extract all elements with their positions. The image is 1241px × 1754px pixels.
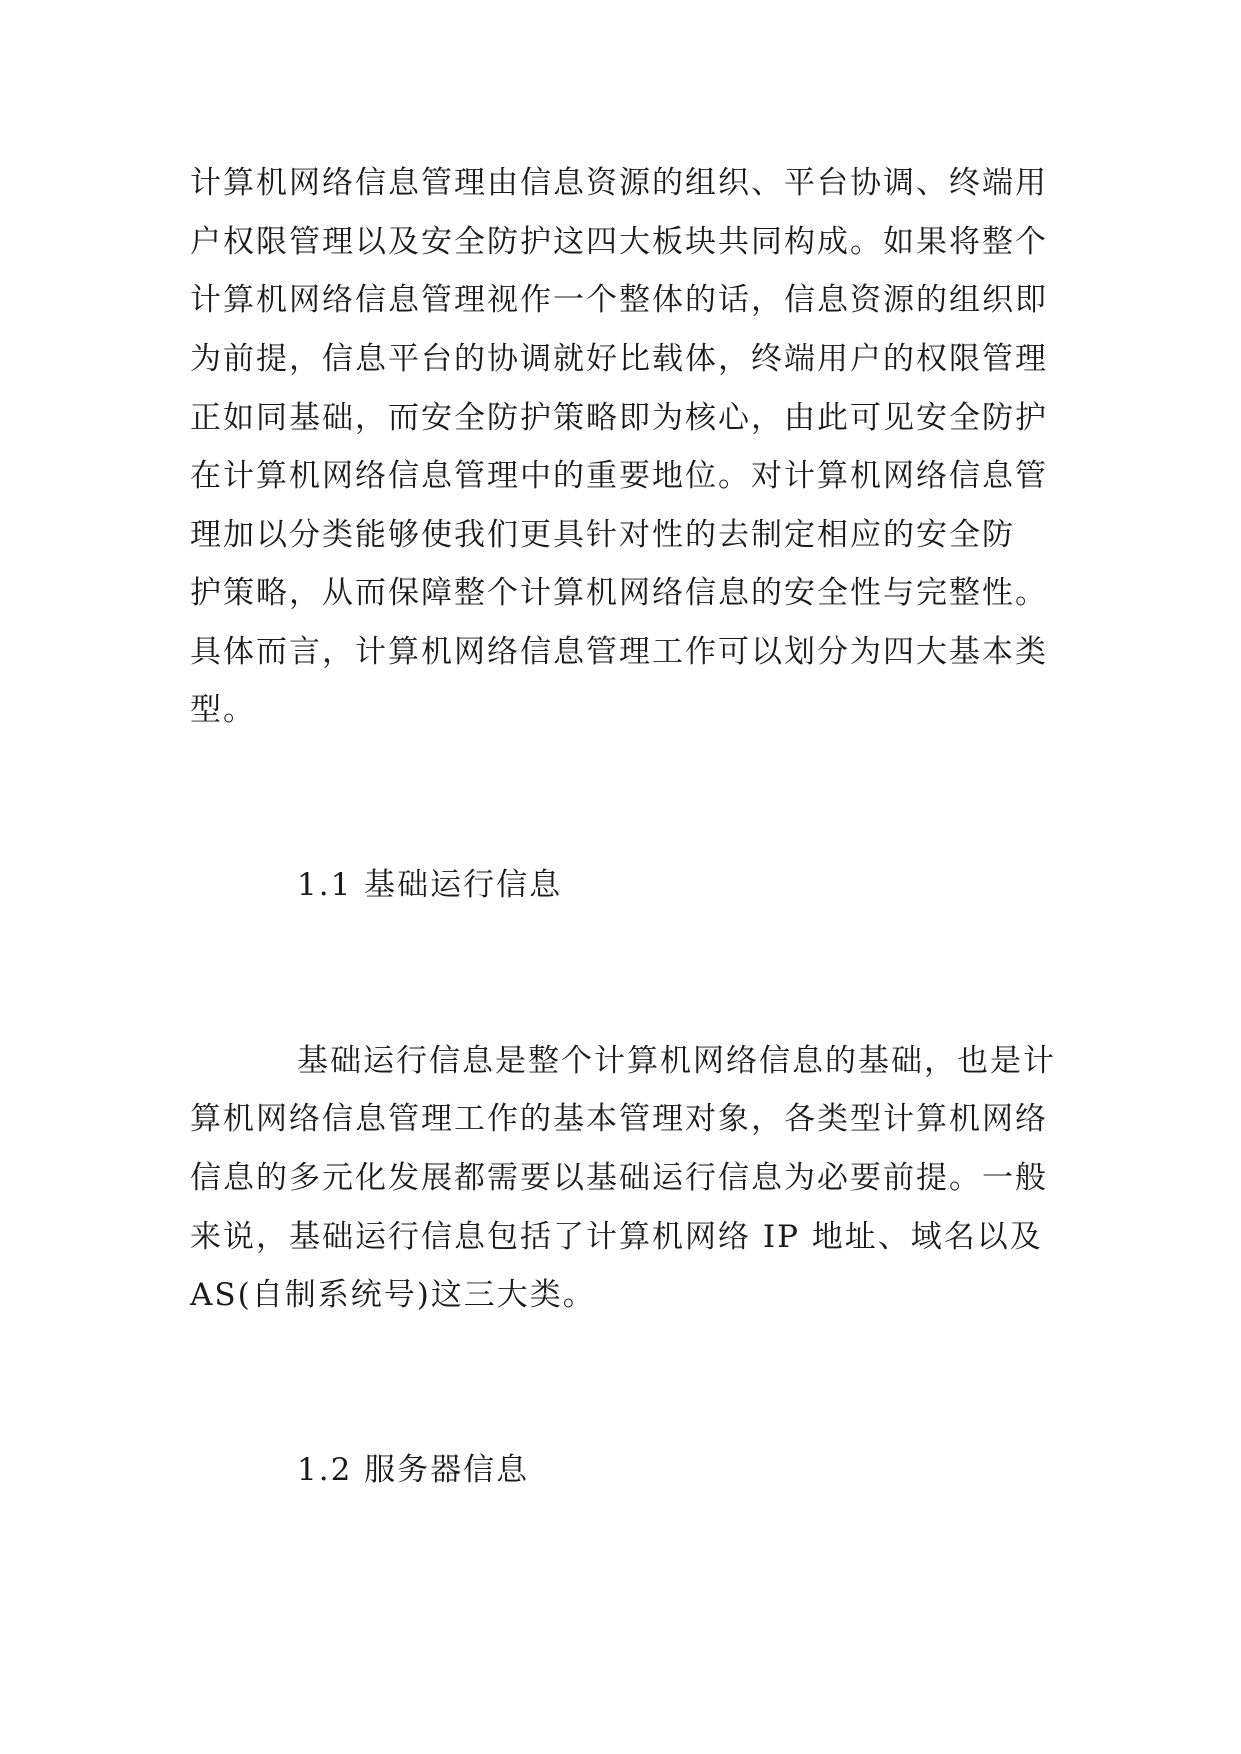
paragraph-line: 具体而言，计算机网络信息管理工作可以划分为四大基本类 — [190, 634, 1048, 670]
paragraph-line: 理加以分类能够使我们更具针对性的去制定相应的安全防 — [190, 517, 1015, 553]
paragraph-line: 来说，基础运行信息包括了计算机网络 IP 地址、域名以及 — [190, 1219, 1043, 1255]
paragraph-line: 计算机网络信息管理视作一个整体的话，信息资源的组织即 — [190, 282, 1048, 318]
paragraph-line: 算机网络信息管理工作的基本管理对象，各类型计算机网络 — [190, 1101, 1048, 1137]
paragraph-line: 护策略，从而保障整个计算机网络信息的安全性与完整性。 — [190, 575, 1048, 611]
paragraph-line: 基础运行信息是整个计算机网络信息的基础，也是计 — [297, 1043, 1056, 1079]
paragraph-line: 计算机网络信息管理由信息资源的组织、平台协调、终端用 — [190, 165, 1048, 201]
paragraph-line: AS(自制系统号)这三大类。 — [190, 1277, 596, 1313]
paragraph-line: 正如同基础，而安全防护策略即为核心，由此可见安全防护 — [190, 400, 1048, 436]
paragraph-line: 在计算机网络信息管理中的重要地位。对计算机网络信息管 — [190, 458, 1048, 494]
section-heading-basic-operation-info: 1.1 基础运行信息 — [297, 867, 563, 903]
section-heading-server-info: 1.2 服务器信息 — [297, 1452, 530, 1488]
paragraph-line: 户权限管理以及安全防护这四大板块共同构成。如果将整个 — [190, 224, 1048, 260]
paragraph-line: 型。 — [190, 692, 256, 728]
paragraph-line: 为前提，信息平台的协调就好比载体，终端用户的权限管理 — [190, 341, 1048, 377]
paragraph-line: 信息的多元化发展都需要以基础运行信息为必要前提。一般 — [190, 1160, 1048, 1196]
